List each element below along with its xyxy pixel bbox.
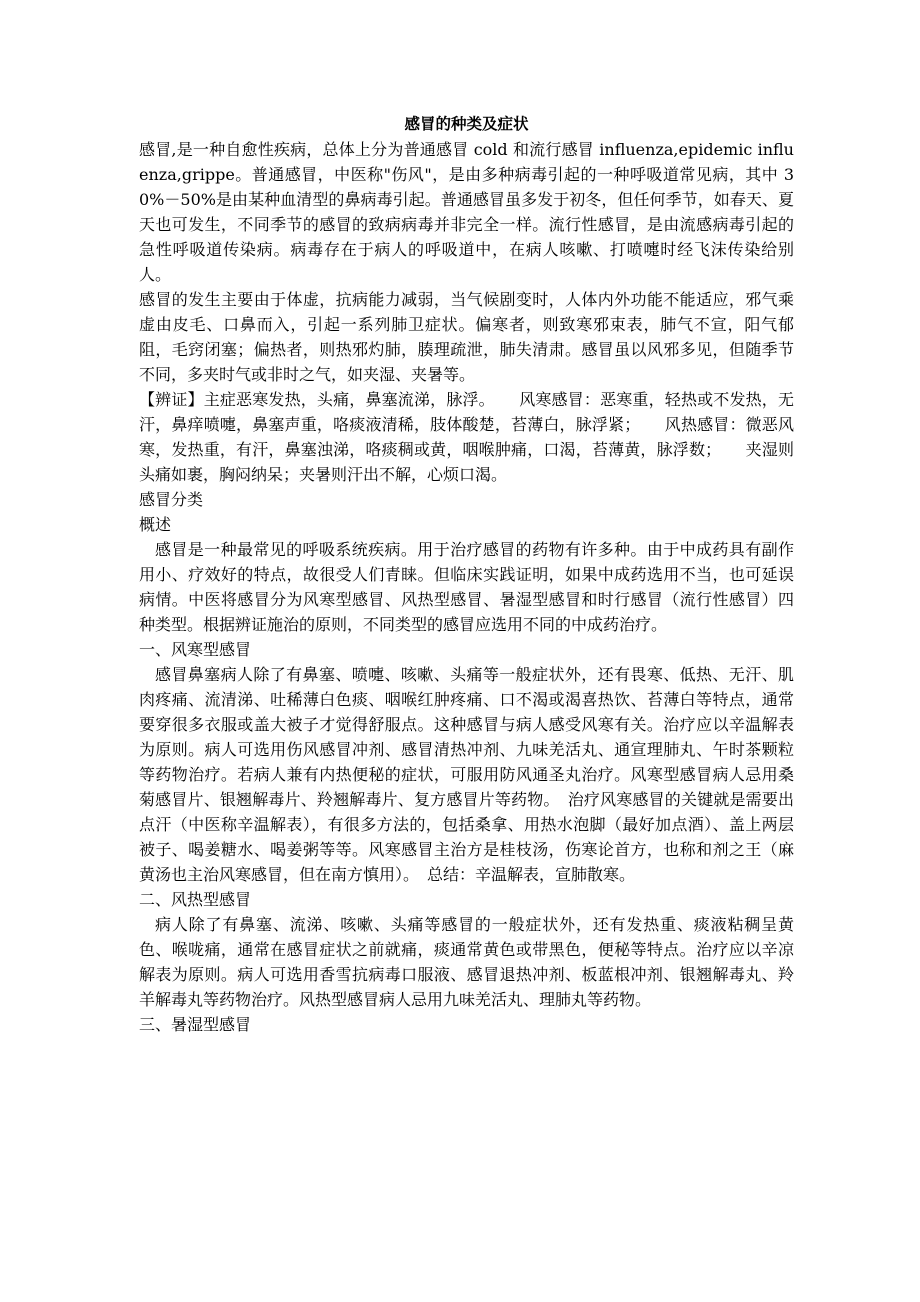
type-paragraph-wind-heat: 病人除了有鼻塞、流涕、咳嗽、头痛等感冒的一般症状外，还有发热重、痰液粘稠呈黄色、喉咙痛，通常在感冒症状之前就痛，痰通常黄色或带黑色，便秘等特点。治疗应以辛凉解表为原则。病人可选用香雪抗病毒口服液、感冒退热冲剂、板蓝根冲剂、银翘解毒丸、羚羊解毒丸等药物治疗。风热型感冒病人忌用九味羌活丸、理肺丸等药物。 xyxy=(139,915,794,1009)
type-heading-wind-cold: 一、风寒型感冒 xyxy=(139,640,252,659)
subsection-heading-overview: 概述 xyxy=(139,515,172,534)
section-heading-classification: 感冒分类 xyxy=(139,490,204,509)
type-paragraph-wind-cold: 感冒鼻塞病人除了有鼻塞、喷嚏、咳嗽、头痛等一般症状外，还有畏寒、低热、无汗、肌肉疼痛、流清涕、吐稀薄白色痰、咽喉红肿疼痛、口不渴或渴喜热饮、苔薄白等特点，通常要穿很多衣服或盖大被子才觉得舒服点。这种感冒与病人感受风寒有关。治疗应以辛温解表为原则。病人可选用伤风感冒冲剂、感冒清热冲剂、九味羌活丸、通宣理肺丸、午时茶颗粒等药物治疗。若病人兼有内热便秘的症状，可服用防风通圣丸治疗。风寒型感冒病人忌用桑菊感冒片、银翘解毒片、羚翘解毒片、复方感冒片等药物。 治疗风寒感冒的关键就是需要出点汗（中医称辛温解表），有很多方法的，包括桑拿、用热水泡脚（最好加点酒）、盖上两层被子、喝姜糖水、喝姜粥等等。风寒感冒主治方是桂枝汤，伤寒论首方，也称和剂之王（麻黄汤也主治风寒感冒，但在南方慎用）。 总结：辛温解表，宣肺散寒。 xyxy=(139,665,794,884)
type-heading-summer-damp: 三、暑湿型感冒 xyxy=(139,1015,252,1034)
intro-paragraph-differentiation: 【辨证】主症恶寒发热，头痛，鼻塞流涕，脉浮。 风寒感冒：恶寒重，轻热或不发热，无汗，鼻痒喷嚏，鼻塞声重，咯痰液清稀，肢体酸楚，苔薄白，脉浮紧； 风热感冒：微恶风寒，发热重，有汗，鼻塞浊涕，咯痰稠或黄，咽喉肿痛，口渴，苔薄黄，脉浮数； 夹湿则头痛如裹，胸闷纳呆；夹暑则汗出不解，心烦口渴。 xyxy=(139,390,794,484)
intro-paragraph-cause: 感冒的发生主要由于体虚，抗病能力减弱，当气候剧变时，人体内外功能不能适应，邪气乘虚由皮毛、口鼻而入，引起一系列肺卫症状。偏寒者，则致寒邪束表，肺气不宣，阳气郁阻，毛窍闭塞；偏热者，则热邪灼肺，腠理疏泄，肺失清肃。感冒虽以风邪多见，但随季节不同，多夹时气或非时之气，如夹湿、夹暑等。 xyxy=(139,290,794,384)
type-heading-wind-heat: 二、风热型感冒 xyxy=(139,890,252,909)
document-title: 感冒的种类及症状 xyxy=(404,115,529,133)
overview-paragraph: 感冒是一种最常见的呼吸系统疾病。用于治疗感冒的药物有许多种。由于中成药具有副作用小、疗效好的特点，故很受人们青睐。但临床实践证明，如果中成药选用不当，也可延误病情。中医将感冒分为风寒型感冒、风热型感冒、暑湿型感冒和时行感冒（流行性感冒）四种类型。根据辨证施治的原则，不同类型的感冒应选用不同的中成药治疗。 xyxy=(139,540,794,634)
document-page xyxy=(139,112,794,1037)
intro-paragraph-definition: 感冒,是一种自愈性疾病，总体上分为普通感冒 cold 和流行感冒 influenza,epidemic influenza,grippe。普通感冒，中医称"伤风"，是由多种病毒引起的一种呼吸道常见病，其中 30%－50%是由某种血清型的鼻病毒引起。普通感冒虽多发于初冬，但任何季节，如春天、夏天也可发生，不同季节的感冒的致病病毒并非完全一样。流行性感冒，是由流感病毒引起的急性呼吸道传染病。病毒存在于病人的呼吸道中，在病人咳嗽、打喷嚏时经飞沫传染给别人。 xyxy=(139,140,794,284)
